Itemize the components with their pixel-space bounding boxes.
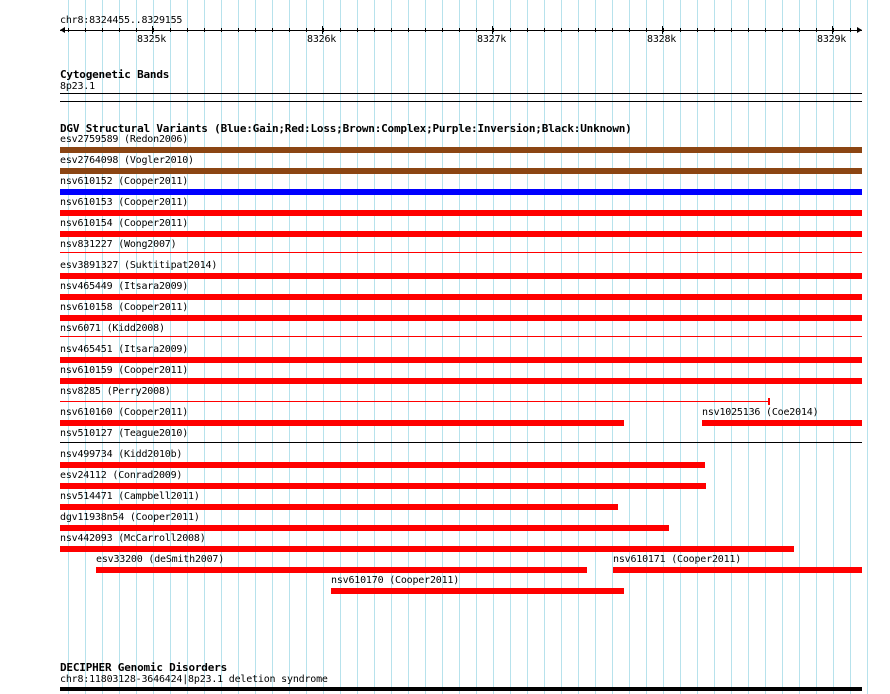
grid-line [646,0,647,694]
dgv-variant-label[interactable]: nsv499734 (Kidd2010b) [60,449,183,460]
grid-line [221,0,222,694]
ruler-tick [544,28,545,32]
dgv-variant-label[interactable]: nsv610154 (Cooper2011) [60,218,189,229]
ruler-tick [748,28,749,32]
ruler-tick [289,28,290,32]
ruler-tick-label: 8328k [647,34,677,45]
ruler-tick [561,28,562,32]
dgv-variant-bar[interactable] [60,525,669,531]
dgv-variant-bar[interactable] [60,189,862,195]
ruler-tick [510,28,511,32]
ruler-tick-label: 8329k [817,34,847,45]
dgv-variant-bar[interactable] [60,294,862,300]
ruler-tick [799,28,800,32]
grid-line [680,0,681,694]
grid-line [289,0,290,694]
ruler-tick [425,28,426,32]
dgv-variant-bar[interactable] [60,336,862,337]
dgv-variant-bar[interactable] [60,483,706,489]
ruler-tick [833,28,834,32]
ruler-major-tick [322,26,323,34]
cytoband-divider-top [60,93,862,94]
ruler-right-arrow-icon [857,27,862,33]
dgv-variant-bar[interactable] [60,315,862,321]
ruler-tick [221,28,222,32]
grid-line [204,0,205,694]
dgv-variant-label[interactable]: esv3891327 (Suktitipat2014) [60,260,218,271]
dgv-variant-bar[interactable] [60,546,794,552]
ruler-tick [646,28,647,32]
dgv-variant-bar[interactable] [60,252,862,253]
decipher-entry-label[interactable]: chr8:11803128-3646424|8p23.1 deletion syndrome [60,674,328,685]
ruler[interactable] [60,30,862,42]
dgv-variant-label[interactable]: esv2759589 (Redon2006) [60,134,189,145]
dgv-variant-bar[interactable] [60,442,862,443]
dgv-variant-label[interactable]: nsv610158 (Cooper2011) [60,302,189,313]
ruler-tick [204,28,205,32]
decipher-entry-bar[interactable] [60,687,862,691]
cytoband-divider-bottom [60,101,862,102]
ruler-tick [136,28,137,32]
dgv-variant-bar[interactable] [60,210,862,216]
dgv-variant-label[interactable]: dgv11938n54 (Cooper2011) [60,512,200,523]
ruler-tick [714,28,715,32]
ruler-tick [629,28,630,32]
grid-line [816,0,817,694]
dgv-variant-bar[interactable] [60,357,862,363]
grid-line [629,0,630,694]
dgv-variant-bar[interactable] [60,401,769,402]
ruler-tick [816,28,817,32]
ruler-tick-label: 8327k [477,34,507,45]
ruler-tick [340,28,341,32]
ruler-major-tick [832,26,833,34]
dgv-variant-label[interactable]: nsv465449 (Itsara2009) [60,281,189,292]
ruler-major-tick [492,26,493,34]
dgv-variant-label[interactable]: esv24112 (Conrad2009) [60,470,183,481]
ruler-tick [663,28,664,32]
dgv-variant-bar[interactable] [60,231,862,237]
dgv-variant-label[interactable]: nsv831227 (Wong2007) [60,239,177,250]
ruler-tick [85,28,86,32]
ruler-tick [119,28,120,32]
ruler-tick [493,28,494,32]
ruler-tick [731,28,732,32]
grid-line [272,0,273,694]
ruler-tick [255,28,256,32]
dgv-variant-label[interactable]: nsv465451 (Itsara2009) [60,344,189,355]
ruler-tick-label: 8325k [137,34,167,45]
dgv-variant-bar[interactable] [60,504,618,510]
ruler-tick [357,28,358,32]
ruler-tick [697,28,698,32]
ruler-tick [459,28,460,32]
ruler-tick [765,28,766,32]
ruler-tick [391,28,392,32]
grid-line [782,0,783,694]
ruler-tick-label: 8326k [307,34,337,45]
dgv-variant-label[interactable]: nsv610160 (Cooper2011) [60,407,189,418]
ruler-tick [187,28,188,32]
dgv-variant-label[interactable]: nsv1025136 (Coe2014) [702,407,819,418]
decipher-track-title[interactable]: DECIPHER Genomic Disorders [60,661,227,674]
dgv-variant-label[interactable]: esv33200 (deSmith2007) [96,554,225,565]
dgv-variant-bar[interactable] [60,273,862,279]
dgv-variant-bar[interactable] [60,462,705,468]
cytoband-track-title[interactable]: Cytogenetic Bands [60,68,170,81]
position-label: chr8:8324455..8329155 [60,15,183,26]
grid-line [731,0,732,694]
ruler-tick [374,28,375,32]
dgv-variant-bar[interactable] [60,378,862,384]
ruler-major-tick [152,26,153,34]
grid-line [714,0,715,694]
dgv-variant-label[interactable]: nsv610159 (Cooper2011) [60,365,189,376]
ruler-tick [680,28,681,32]
dgv-variant-label[interactable]: nsv514471 (Campbell2011) [60,491,200,502]
dgv-variant-bar-cap [768,398,770,405]
ruler-tick [323,28,324,32]
ruler-tick [408,28,409,32]
dgv-variant-bar[interactable] [331,588,624,594]
dgv-variant-label[interactable]: nsv610152 (Cooper2011) [60,176,189,187]
ruler-tick [442,28,443,32]
ruler-tick [102,28,103,32]
grid-line [748,0,749,694]
dgv-variant-bar[interactable] [613,567,862,573]
grid-line [850,0,851,694]
grid-line [238,0,239,694]
dgv-variant-label[interactable]: nsv8285 (Perry2008) [60,386,171,397]
cytoband-label[interactable]: 8p23.1 [60,81,95,92]
grid-line [799,0,800,694]
ruler-tick [782,28,783,32]
ruler-major-tick [662,26,663,34]
ruler-tick [153,28,154,32]
dgv-variant-label[interactable]: nsv610153 (Cooper2011) [60,197,189,208]
dgv-variant-label[interactable]: nsv610170 (Cooper2011) [331,575,460,586]
grid-line [255,0,256,694]
dgv-variant-bar[interactable] [60,168,862,174]
grid-line [867,0,868,694]
ruler-tick [612,28,613,32]
grid-line [833,0,834,694]
dgv-variant-label[interactable]: nsv442093 (McCarroll2008) [60,533,206,544]
dgv-variant-bar[interactable] [60,420,624,426]
dgv-variant-bar[interactable] [60,147,862,153]
grid-line [765,0,766,694]
dgv-variant-label[interactable]: nsv610171 (Cooper2011) [613,554,742,565]
grid-line [697,0,698,694]
ruler-tick [527,28,528,32]
ruler-tick [306,28,307,32]
ruler-tick [578,28,579,32]
dgv-variant-label[interactable]: nsv510127 (Teague2010) [60,428,189,439]
grid-line [323,0,324,694]
grid-line [306,0,307,694]
ruler-tick [170,28,171,32]
ruler-tick [238,28,239,32]
dgv-variant-label[interactable]: nsv6071 (Kidd2008) [60,323,165,334]
dgv-variant-bar[interactable] [702,420,862,426]
ruler-left-arrow-icon [60,27,65,33]
ruler-tick [272,28,273,32]
ruler-axis [60,30,862,31]
ruler-tick [595,28,596,32]
ruler-tick [476,28,477,32]
dgv-variant-label[interactable]: esv2764098 (Vogler2010) [60,155,194,166]
dgv-variant-bar[interactable] [96,567,587,573]
ruler-tick [850,28,851,32]
grid-line [663,0,664,694]
ruler-tick [68,28,69,32]
dgv-track-title[interactable]: DGV Structural Variants (Blue:Gain;Red:Loss;Brown:Complex;Purple:Inversion;Black:Unknown) [60,122,632,135]
